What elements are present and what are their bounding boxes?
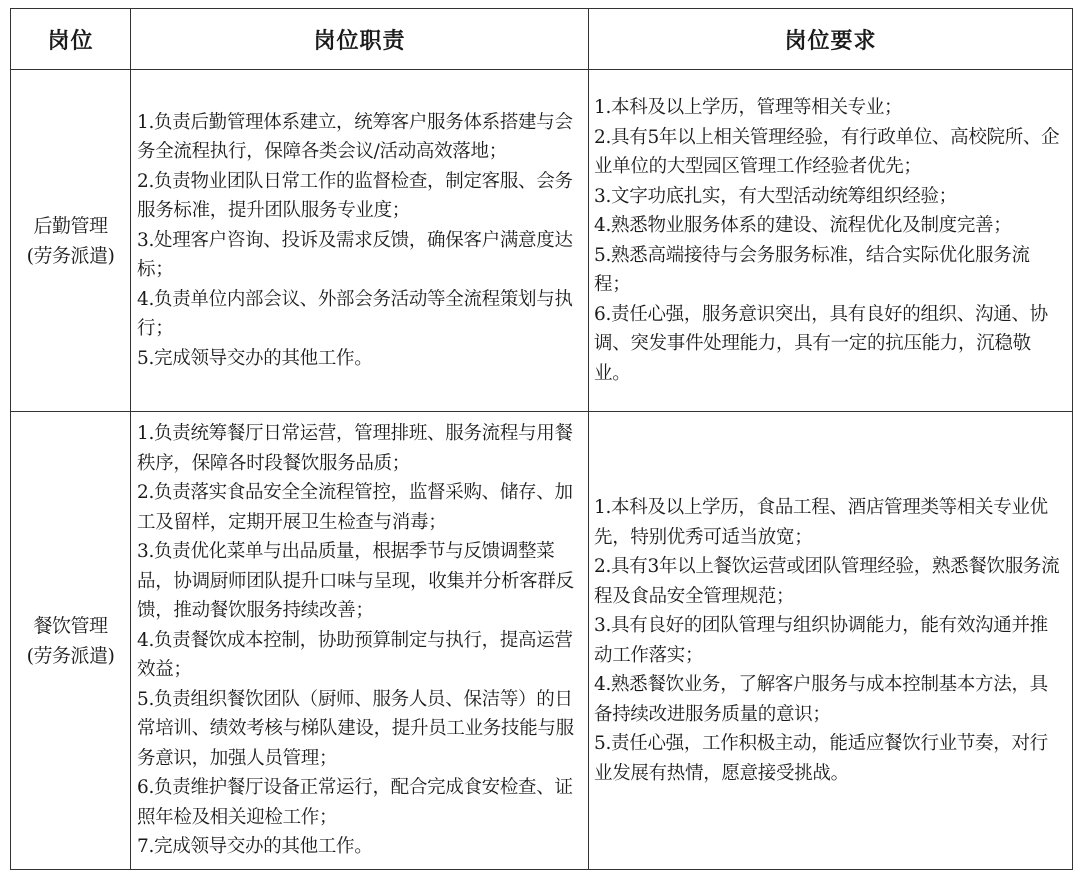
duty-item: 3.负责优化菜单与出品质量，根据季节与反馈调整菜品，协调厨师团队提升口味与呈现，收集并分析客群反馈，推动餐饮服务持续改善；: [137, 541, 574, 622]
duties-cell: [131, 412, 589, 870]
requirement-item: 4.熟悉餐饮业务，了解客户服务与成本控制基本方法，具备持续改进服务质量的意识；: [594, 674, 1048, 725]
position-cell: [11, 70, 131, 412]
job-requirements-table: [10, 8, 1073, 870]
requirement-item: 3.具有良好的团队管理与组织协调能力，能有效沟通并推动工作落实；: [594, 615, 1048, 666]
duty-item: 4.负责单位内部会议、外部会务活动等全流程策划与执行；: [137, 288, 573, 340]
header-position: 岗位: [11, 9, 131, 70]
header-requirements: 岗位要求: [589, 9, 1073, 70]
requirement-item: 5.熟悉高端接待与会务服务标准，结合实际优化服务流程；: [594, 244, 1030, 295]
requirements-cell: [589, 412, 1073, 870]
requirement-item: 2.具有3年以上餐饮运营或团队管理经验，熟悉餐饮服务流程及食品安全管理规范；: [594, 556, 1060, 607]
duty-item: 6.负责维护餐厅设备正常运行，配合完成食安检查、证照年检及相关迎检工作；: [137, 777, 573, 828]
duty-item: 3.处理客户咨询、投诉及需求反馈，确保客户满意度达标；: [137, 229, 573, 281]
duty-item: 4.负责餐饮成本控制，协助预算制定与执行，提高运营效益；: [137, 629, 573, 681]
table-body: [11, 70, 1073, 870]
requirement-item: 1.本科及以上学历，管理等相关专业；: [594, 97, 903, 118]
duty-item: 5.负责组织餐饮团队（厨师、服务人员、保洁等）的日常培训、绩效考核与梯队建设，提升员工业务技能与服务意识，加强人员管理；: [137, 688, 574, 769]
duty-item: 2.负责物业团队日常工作的监督检查，制定客服、会务服务标准，提升团队服务专业度；: [137, 170, 573, 222]
requirement-item: 2.具有5年以上相关管理经验，有行政单位、高校院所、企业单位的大型园区管理工作经验者优先；: [594, 126, 1060, 177]
table-header: [11, 9, 1073, 70]
position-cell: [11, 412, 131, 870]
requirement-item: 5.责任心强，工作积极主动，能适应餐饮行业节奏，对行业发展有热情，愿意接受挑战。: [594, 733, 1048, 784]
header-duties: 岗位职责: [131, 9, 589, 70]
duties-cell: [131, 70, 589, 412]
position-title: 后勤管理: [33, 214, 108, 237]
duty-item: 5.完成领导交办的其他工作。: [137, 347, 373, 369]
requirement-item: 3.文字功底扎实，有大型活动统筹组织经验；: [594, 185, 957, 207]
header-row: [11, 9, 1073, 70]
duty-item: 1.负责后勤管理体系建立，统筹客户服务体系搭建与会务全流程执行，保障各类会议/活动高效落地；: [137, 111, 573, 163]
position-type: (劳务派遣): [26, 644, 115, 667]
table-row-catering: [11, 412, 1073, 870]
position-title: 餐饮管理: [33, 614, 108, 637]
requirement-item: 6.责任心强，服务意识突出，具有良好的组织、沟通、协调、突发事件处理能力，具有一定的抗压能力，沉稳敬业。: [594, 303, 1048, 384]
requirement-item: 1.本科及以上学历，食品工程、酒店管理类等相关专业优先，特别优秀可适当放宽；: [594, 497, 1048, 548]
position-type: (劳务派遣): [26, 244, 115, 267]
duty-item: 7.完成领导交办的其他工作。: [137, 836, 373, 858]
table-row-logistics: [11, 70, 1073, 412]
requirement-item: 4.熟悉物业服务体系的建设、流程优化及制度完善；: [594, 215, 1012, 236]
duty-item: 2.负责落实食品安全全流程管控，监督采购、储存、加工及留样，定期开展卫生检查与消毒；: [137, 482, 573, 533]
duty-item: 1.负责统筹餐厅日常运营，管理排班、服务流程与用餐秩序，保障各时段餐饮服务品质；: [137, 423, 573, 474]
requirements-cell: [589, 70, 1073, 412]
